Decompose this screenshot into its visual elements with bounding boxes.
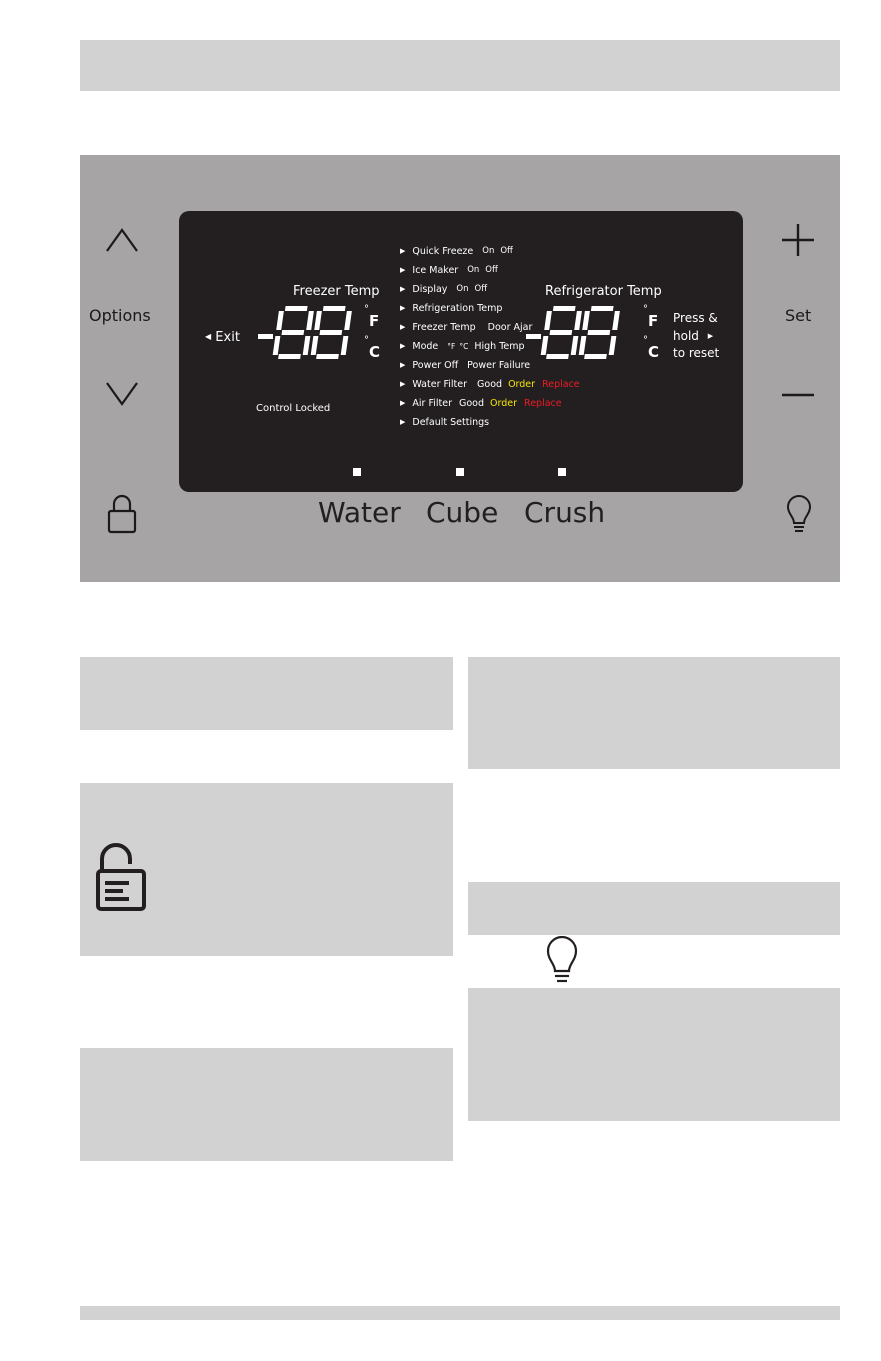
refrigerator-temp-digits bbox=[526, 303, 626, 363]
lcd-display bbox=[179, 211, 743, 492]
refrigerator-temp-label: Refrigerator Temp bbox=[545, 284, 662, 299]
exit-indicator[interactable] bbox=[205, 330, 240, 345]
refrigerator-unit-c: C bbox=[648, 343, 660, 361]
right-arrow-icon: ▶ bbox=[400, 342, 406, 350]
content-box-5 bbox=[468, 882, 840, 935]
minus-icon[interactable] bbox=[781, 392, 815, 398]
menu-item-quick-freeze[interactable]: ▶ Quick Freeze On Off bbox=[400, 245, 513, 257]
menu-item-mode[interactable]: ▶ Mode °F °C High Temp bbox=[400, 340, 525, 352]
content-box-3 bbox=[80, 1048, 453, 1161]
light-bulb-icon[interactable] bbox=[786, 495, 812, 537]
right-arrow-icon: ▶ bbox=[400, 380, 406, 388]
footer-bar bbox=[80, 1306, 840, 1320]
set-label: Set bbox=[785, 306, 812, 325]
light-bulb-icon bbox=[545, 936, 579, 988]
crush-led bbox=[558, 468, 566, 476]
press-hold-line2: hold ▶ bbox=[673, 329, 714, 343]
plus-icon[interactable] bbox=[781, 223, 815, 257]
content-box-1 bbox=[80, 657, 453, 730]
right-arrow-icon: ▶ bbox=[400, 247, 406, 255]
content-box-4 bbox=[468, 657, 840, 769]
press-hold-line3: to reset bbox=[673, 346, 720, 360]
options-label: Options bbox=[89, 306, 151, 325]
water-button[interactable]: Water bbox=[318, 496, 401, 529]
control-locked-label: Control Locked bbox=[256, 403, 331, 414]
refrigerator-degree-symbol: ° bbox=[643, 335, 648, 346]
freezer-unit-f: F bbox=[369, 312, 380, 330]
content-box-2 bbox=[80, 783, 453, 956]
cube-led bbox=[456, 468, 464, 476]
right-arrow-icon: ▶ bbox=[400, 399, 406, 407]
menu-item-default-settings[interactable]: ▶ Default Settings bbox=[400, 416, 490, 428]
freezer-temp-digits bbox=[258, 303, 358, 363]
lock-icon[interactable] bbox=[107, 494, 137, 534]
menu-item-ice-maker[interactable]: ▶ Ice Maker On Off bbox=[400, 264, 498, 276]
header-bar bbox=[80, 40, 840, 91]
menu-item-water-filter[interactable]: ▶ Water Filter Good Order Replace bbox=[400, 378, 580, 390]
control-panel bbox=[80, 155, 840, 582]
water-led bbox=[353, 468, 361, 476]
right-arrow-icon: ▶ bbox=[400, 285, 406, 293]
down-chevron-icon[interactable] bbox=[105, 381, 139, 407]
cube-button[interactable]: Cube bbox=[426, 496, 499, 529]
refrigerator-degree-symbol: ° bbox=[643, 304, 648, 315]
menu-item-display[interactable]: ▶ Display On Off bbox=[400, 283, 488, 295]
menu-item-freezer-temp[interactable]: ▶ Freezer Temp Door Ajar bbox=[400, 321, 533, 333]
unlock-icon bbox=[95, 840, 149, 912]
menu-item-air-filter[interactable]: ▶ Air Filter Good Order Replace bbox=[400, 397, 562, 409]
right-arrow-icon: ▶ bbox=[400, 304, 406, 312]
up-chevron-icon[interactable] bbox=[105, 227, 139, 253]
right-arrow-icon: ▶ bbox=[400, 418, 406, 426]
right-arrow-icon: ▶ bbox=[400, 323, 406, 331]
crush-button[interactable]: Crush bbox=[524, 496, 606, 529]
press-hold-line1: Press & bbox=[673, 311, 718, 325]
right-arrow-icon: ▶ bbox=[400, 361, 406, 369]
freezer-temp-label: Freezer Temp bbox=[293, 284, 380, 299]
menu-item-power-off[interactable]: ▶ Power Off Power Failure bbox=[400, 359, 531, 371]
menu-item-refrigeration-temp[interactable]: ▶ Refrigeration Temp bbox=[400, 302, 503, 314]
freezer-degree-symbol: ° bbox=[364, 304, 369, 315]
freezer-degree-symbol: ° bbox=[364, 335, 369, 346]
left-arrow-icon: ◀ bbox=[205, 332, 212, 341]
right-arrow-icon: ▶ bbox=[400, 266, 406, 274]
freezer-unit-c: C bbox=[369, 343, 381, 361]
exit-label: Exit bbox=[215, 330, 240, 345]
refrigerator-unit-f: F bbox=[648, 312, 659, 330]
right-arrow-icon: ▶ bbox=[707, 332, 714, 340]
content-box-6 bbox=[468, 988, 840, 1121]
